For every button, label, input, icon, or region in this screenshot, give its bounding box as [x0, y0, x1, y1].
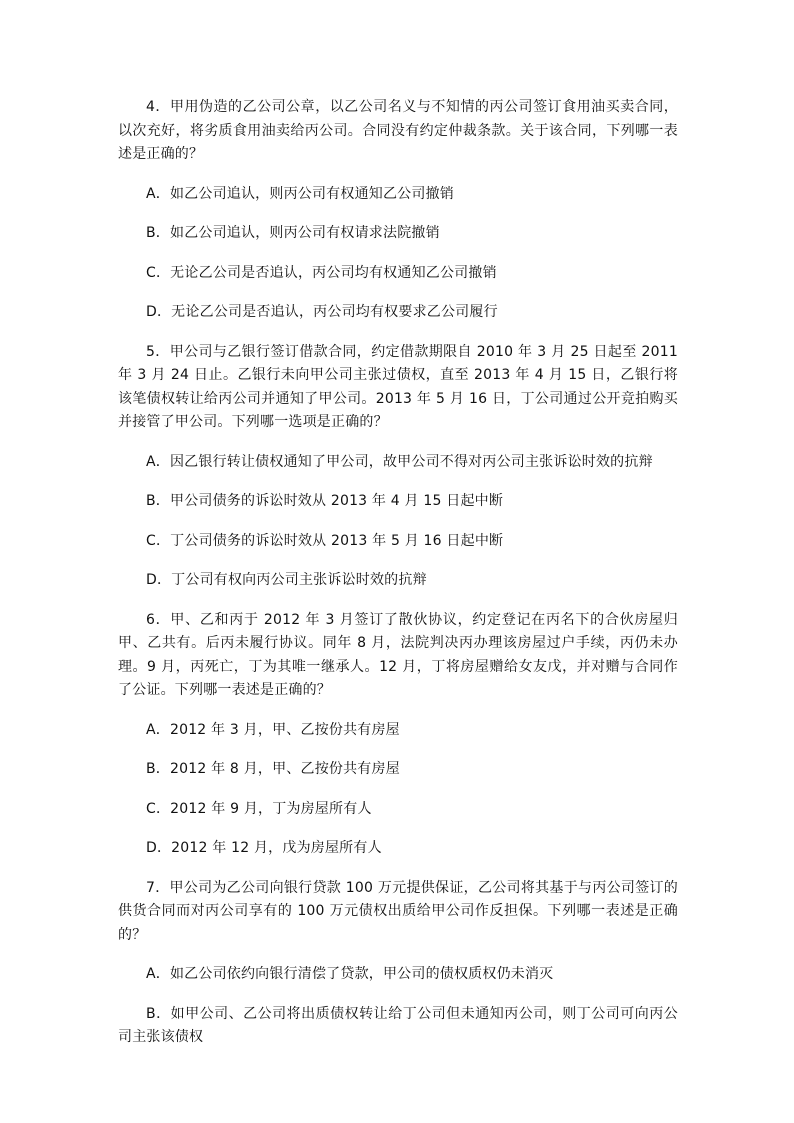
option-b: B．2012 年 8 月，甲、乙按份共有房屋 [146, 761, 400, 777]
option-d: D．无论乙公司是否追认，丙公司均有权要求乙公司履行 [146, 304, 498, 320]
option-c: C．2012 年 9 月，丁为房屋所有人 [146, 800, 372, 817]
option-a: A．如乙公司依约向银行清偿了贷款，甲公司的债权质权仍未消灭 [146, 966, 554, 982]
question-stem: 4．甲用伪造的乙公司公章，以乙公司名义与不知情的丙公司签订食用油买卖合同，以次充好，将劣质食用油卖给丙公司。合同没有约定仲裁条款。关于该合同，下列哪一表述是正确的？ [118, 99, 678, 162]
option-b: B．如甲公司、乙公司将出质债权转让给丁公司但未通知丙公司，则丁公司可向丙公司主张该债权 [118, 1005, 678, 1045]
question-stem: 7．甲公司为乙公司向银行贷款 100 万元提供保证，乙公司将其基于与丙公司签订的供货合同而对丙公司享有的 100 万元债权出质给甲公司作反担保。下列哪一表述是正确的？ [118, 879, 678, 943]
question-7 [118, 877, 678, 1050]
question-5 [118, 341, 678, 593]
option-d: D．丁公司有权向丙公司主张诉讼时效的抗辩 [146, 572, 427, 588]
option-a: A．如乙公司追认，则丙公司有权通知乙公司撤销 [146, 185, 454, 202]
option-a: A．因乙银行转让债权通知了甲公司，故甲公司不得对丙公司主张诉讼时效的抗辩 [146, 453, 653, 470]
question-4 [118, 96, 678, 325]
option-c: C．无论乙公司是否追认，丙公司均有权通知乙公司撤销 [146, 264, 497, 281]
option-d: D．2012 年 12 月，戊为房屋所有人 [146, 840, 382, 856]
option-c: C．丁公司债务的诉讼时效从 2013 年 5 月 16 日起中断 [146, 532, 504, 549]
question-6 [118, 609, 678, 861]
option-b: B．如乙公司追认，则丙公司有权请求法院撤销 [146, 225, 440, 241]
option-b: B．甲公司债务的诉讼时效从 2013 年 4 月 15 日起中断 [146, 493, 504, 509]
question-stem: 5．甲公司与乙银行签订借款合同，约定借款期限自 2010 年 3 月 25 日起至 2011 年 3 月 24 日止。乙银行未向甲公司主张过债权，直至 2013 年 4 月 15 日，乙银行将该笔债权转让给丙公司并通知了甲公司。2013 年 5 月 16 日，丁公司通过公开竞拍购买并接管了甲公司。下列哪一选项是正确的？ [118, 343, 678, 430]
document-page [118, 96, 678, 1066]
question-stem: 6．甲、乙和丙于 2012 年 3 月签订了散伙协议，约定登记在丙名下的合伙房屋归甲、乙共有。后丙未履行协议。同年 8 月，法院判决丙办理该房屋过户手续，丙仍未办理。9 月，丙死亡，丁为其唯一继承人。12 月，丁将房屋赠给女友戊，并对赠与合同作了公证。下列哪一表述是正确的？ [118, 611, 678, 698]
option-a: A．2012 年 3 月，甲、乙按份共有房屋 [146, 721, 400, 738]
